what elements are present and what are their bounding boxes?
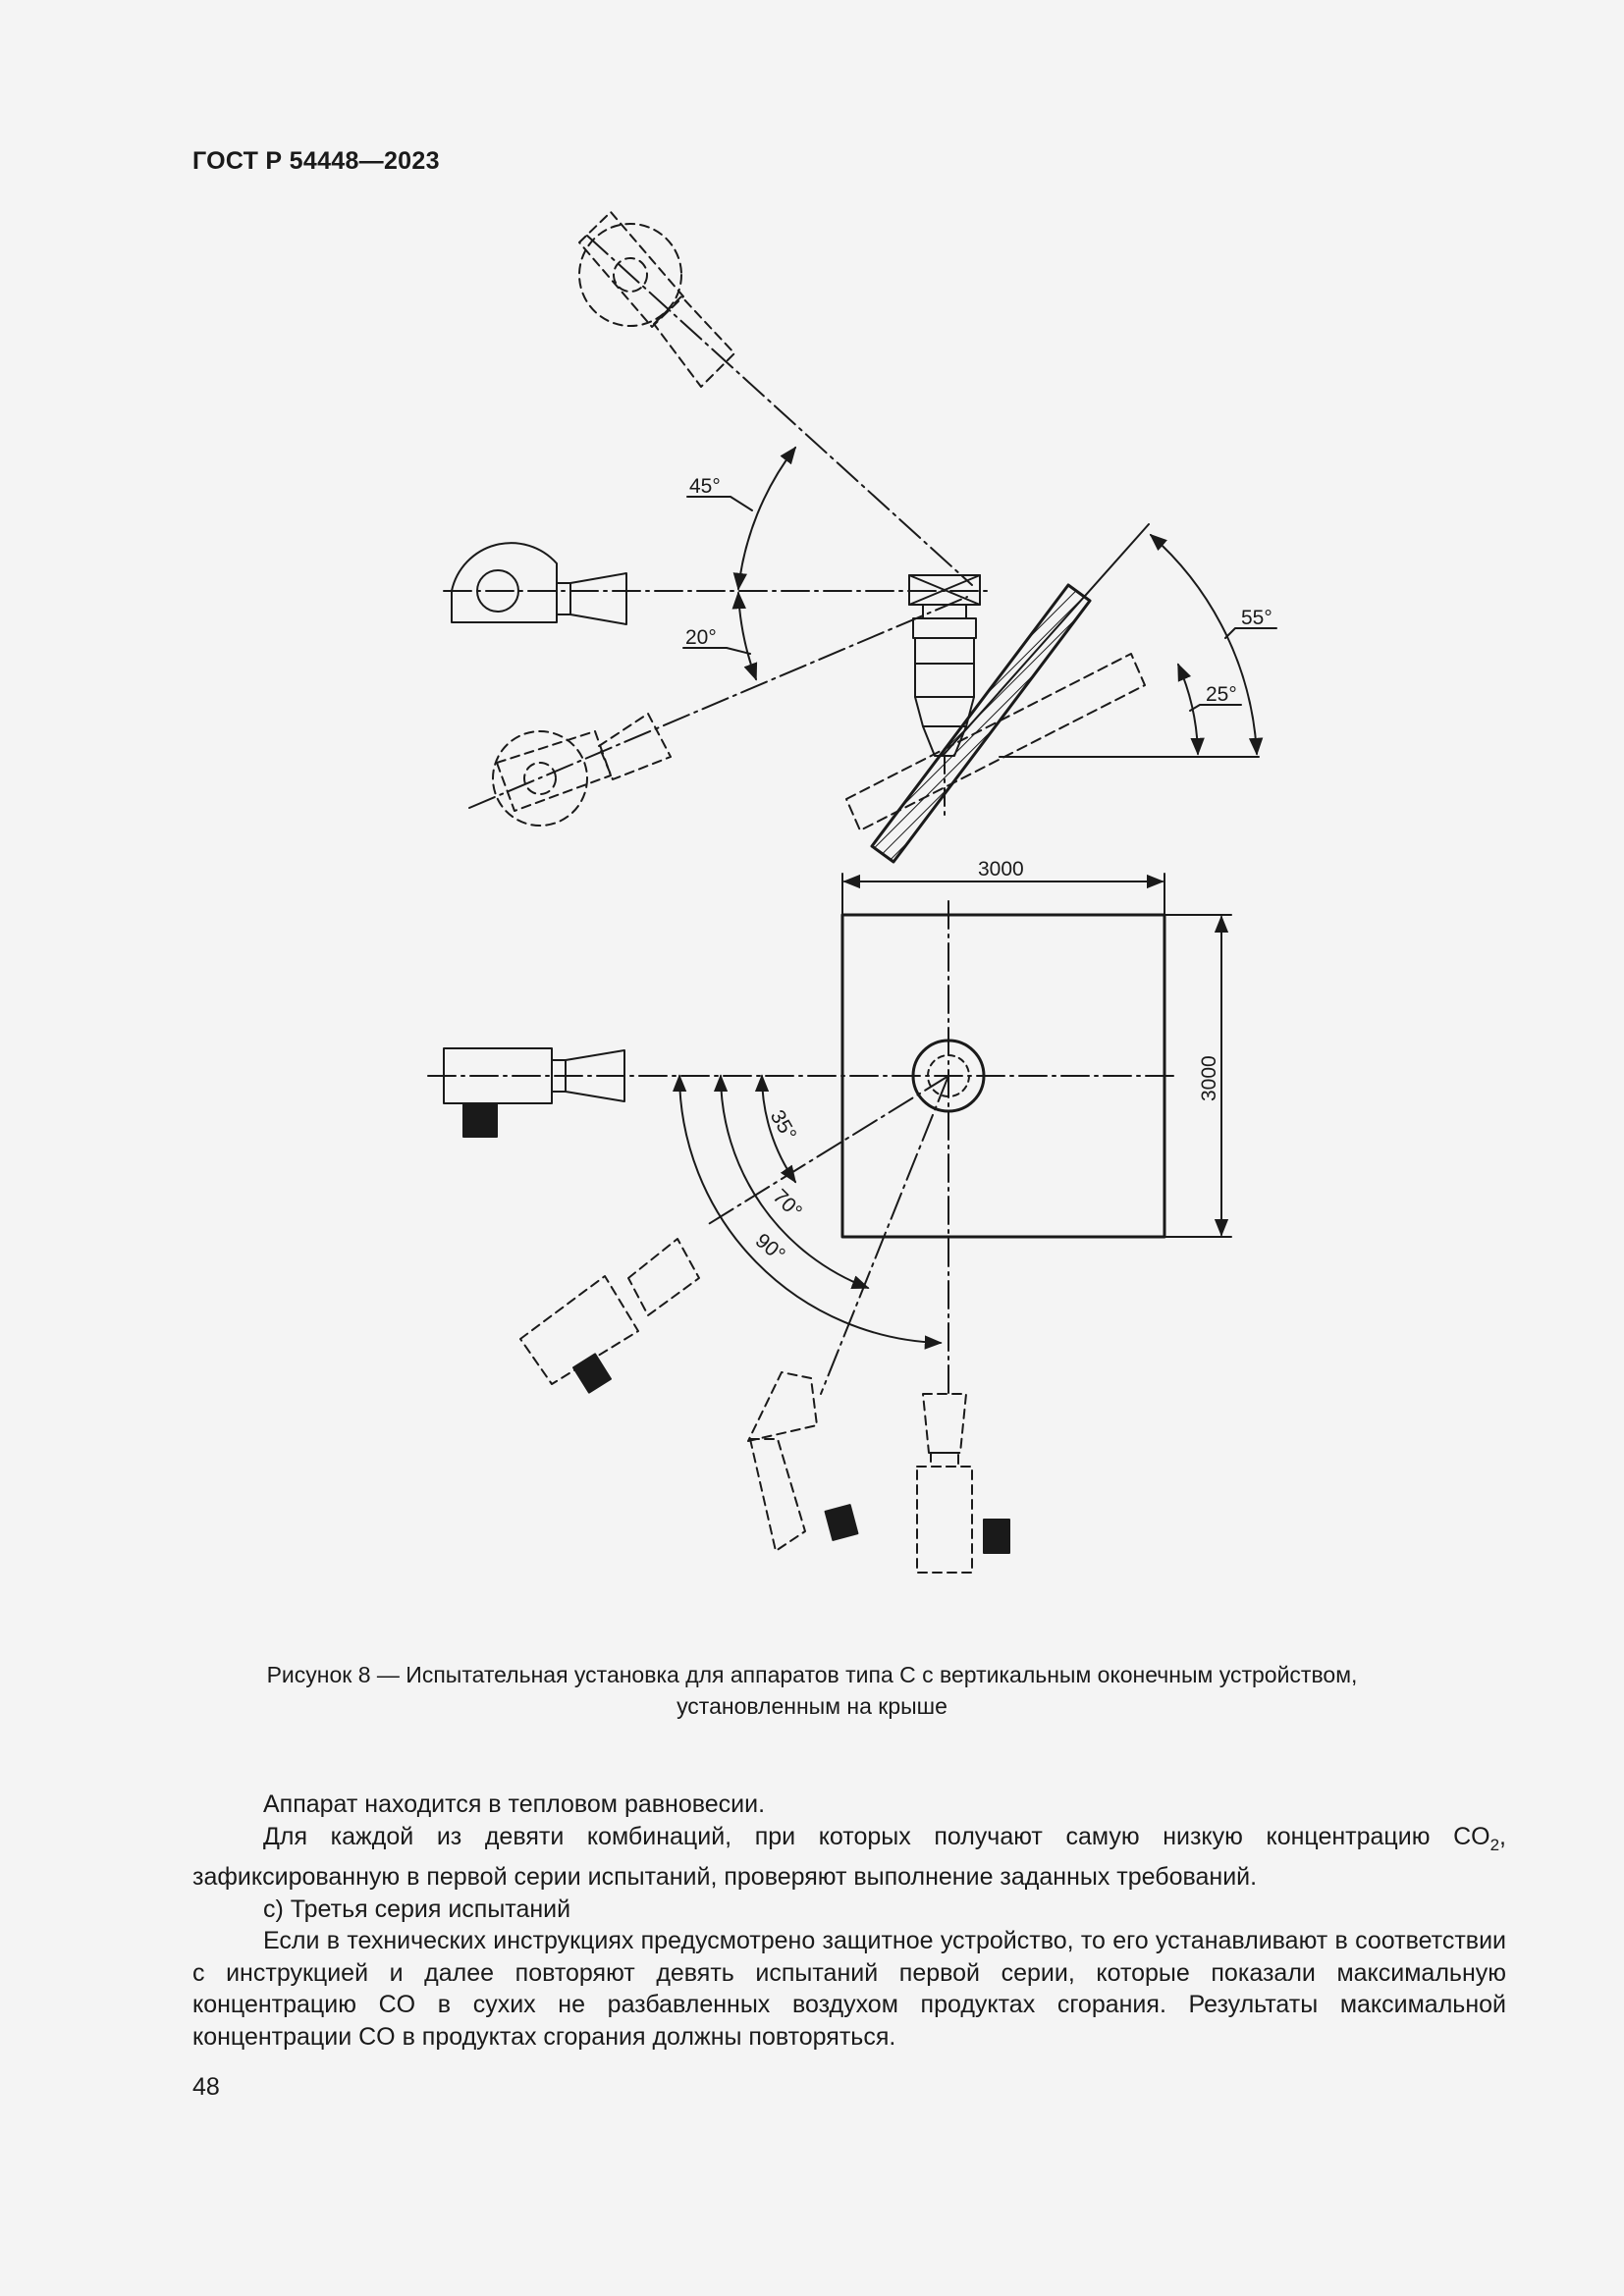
paragraph-2: Для каждой из девяти комбинаций, при которых получают самую низкую концентрацию $CO_2$, зафиксированную в первой серии испытаний, проверяют выполнение заданных требований.	[192, 1822, 1506, 1891]
body-text	[192, 1789, 1506, 2053]
arc-25	[1178, 665, 1198, 754]
figure-caption	[192, 1659, 1432, 1722]
centerline-45	[587, 236, 972, 585]
plan-terminal-horizontal	[444, 1048, 624, 1137]
plan-terminal-90	[917, 1394, 1009, 1573]
label-25: 25°	[1206, 683, 1237, 706]
paragraph-4: Если в технических инструкциях предусмотрено защитное устройство, то его устанавливают в соответствии с инструкцией и далее повторяют девять испытаний первой серии, которые показали максимальную концентрацию CO в сухих не разбавленных воздухом продуктах сгорания. Результаты максимальной концентрации CO в продуктах сгорания должны повторяться.	[192, 1927, 1506, 2051]
label-55: 55°	[1241, 607, 1272, 629]
caption-line-1: Рисунок 8 — Испытательная установка для аппаратов типа С с вертикальным оконечным устройством,	[266, 1662, 1358, 1687]
label-70: 70°	[768, 1185, 807, 1223]
arc-20	[738, 593, 756, 679]
arc-45	[738, 448, 795, 589]
plan-terminal-70	[748, 1372, 857, 1551]
plan-terminal-35	[520, 1239, 699, 1393]
dim-width-label: 3000	[978, 858, 1024, 881]
page-number: 48	[192, 2073, 220, 2101]
label-20: 20°	[685, 626, 717, 649]
dim-height-label: 3000	[1198, 1055, 1220, 1101]
terminal-position-horizontal	[452, 543, 626, 624]
label-35: 35°	[765, 1106, 801, 1146]
paragraph-3: c) Третья серия испытаний	[263, 1895, 571, 1923]
document-header: ГОСТ Р 54448—2023	[192, 147, 440, 175]
arc-55	[1151, 535, 1257, 754]
label-90: 90°	[750, 1229, 789, 1267]
terminal-position-20	[493, 714, 671, 826]
caption-line-2: установленным на крыше	[677, 1693, 947, 1719]
paragraph-1: Аппарат находится в тепловом равновесии.	[263, 1790, 766, 1818]
label-45: 45°	[689, 475, 721, 498]
arc-90	[679, 1076, 941, 1343]
